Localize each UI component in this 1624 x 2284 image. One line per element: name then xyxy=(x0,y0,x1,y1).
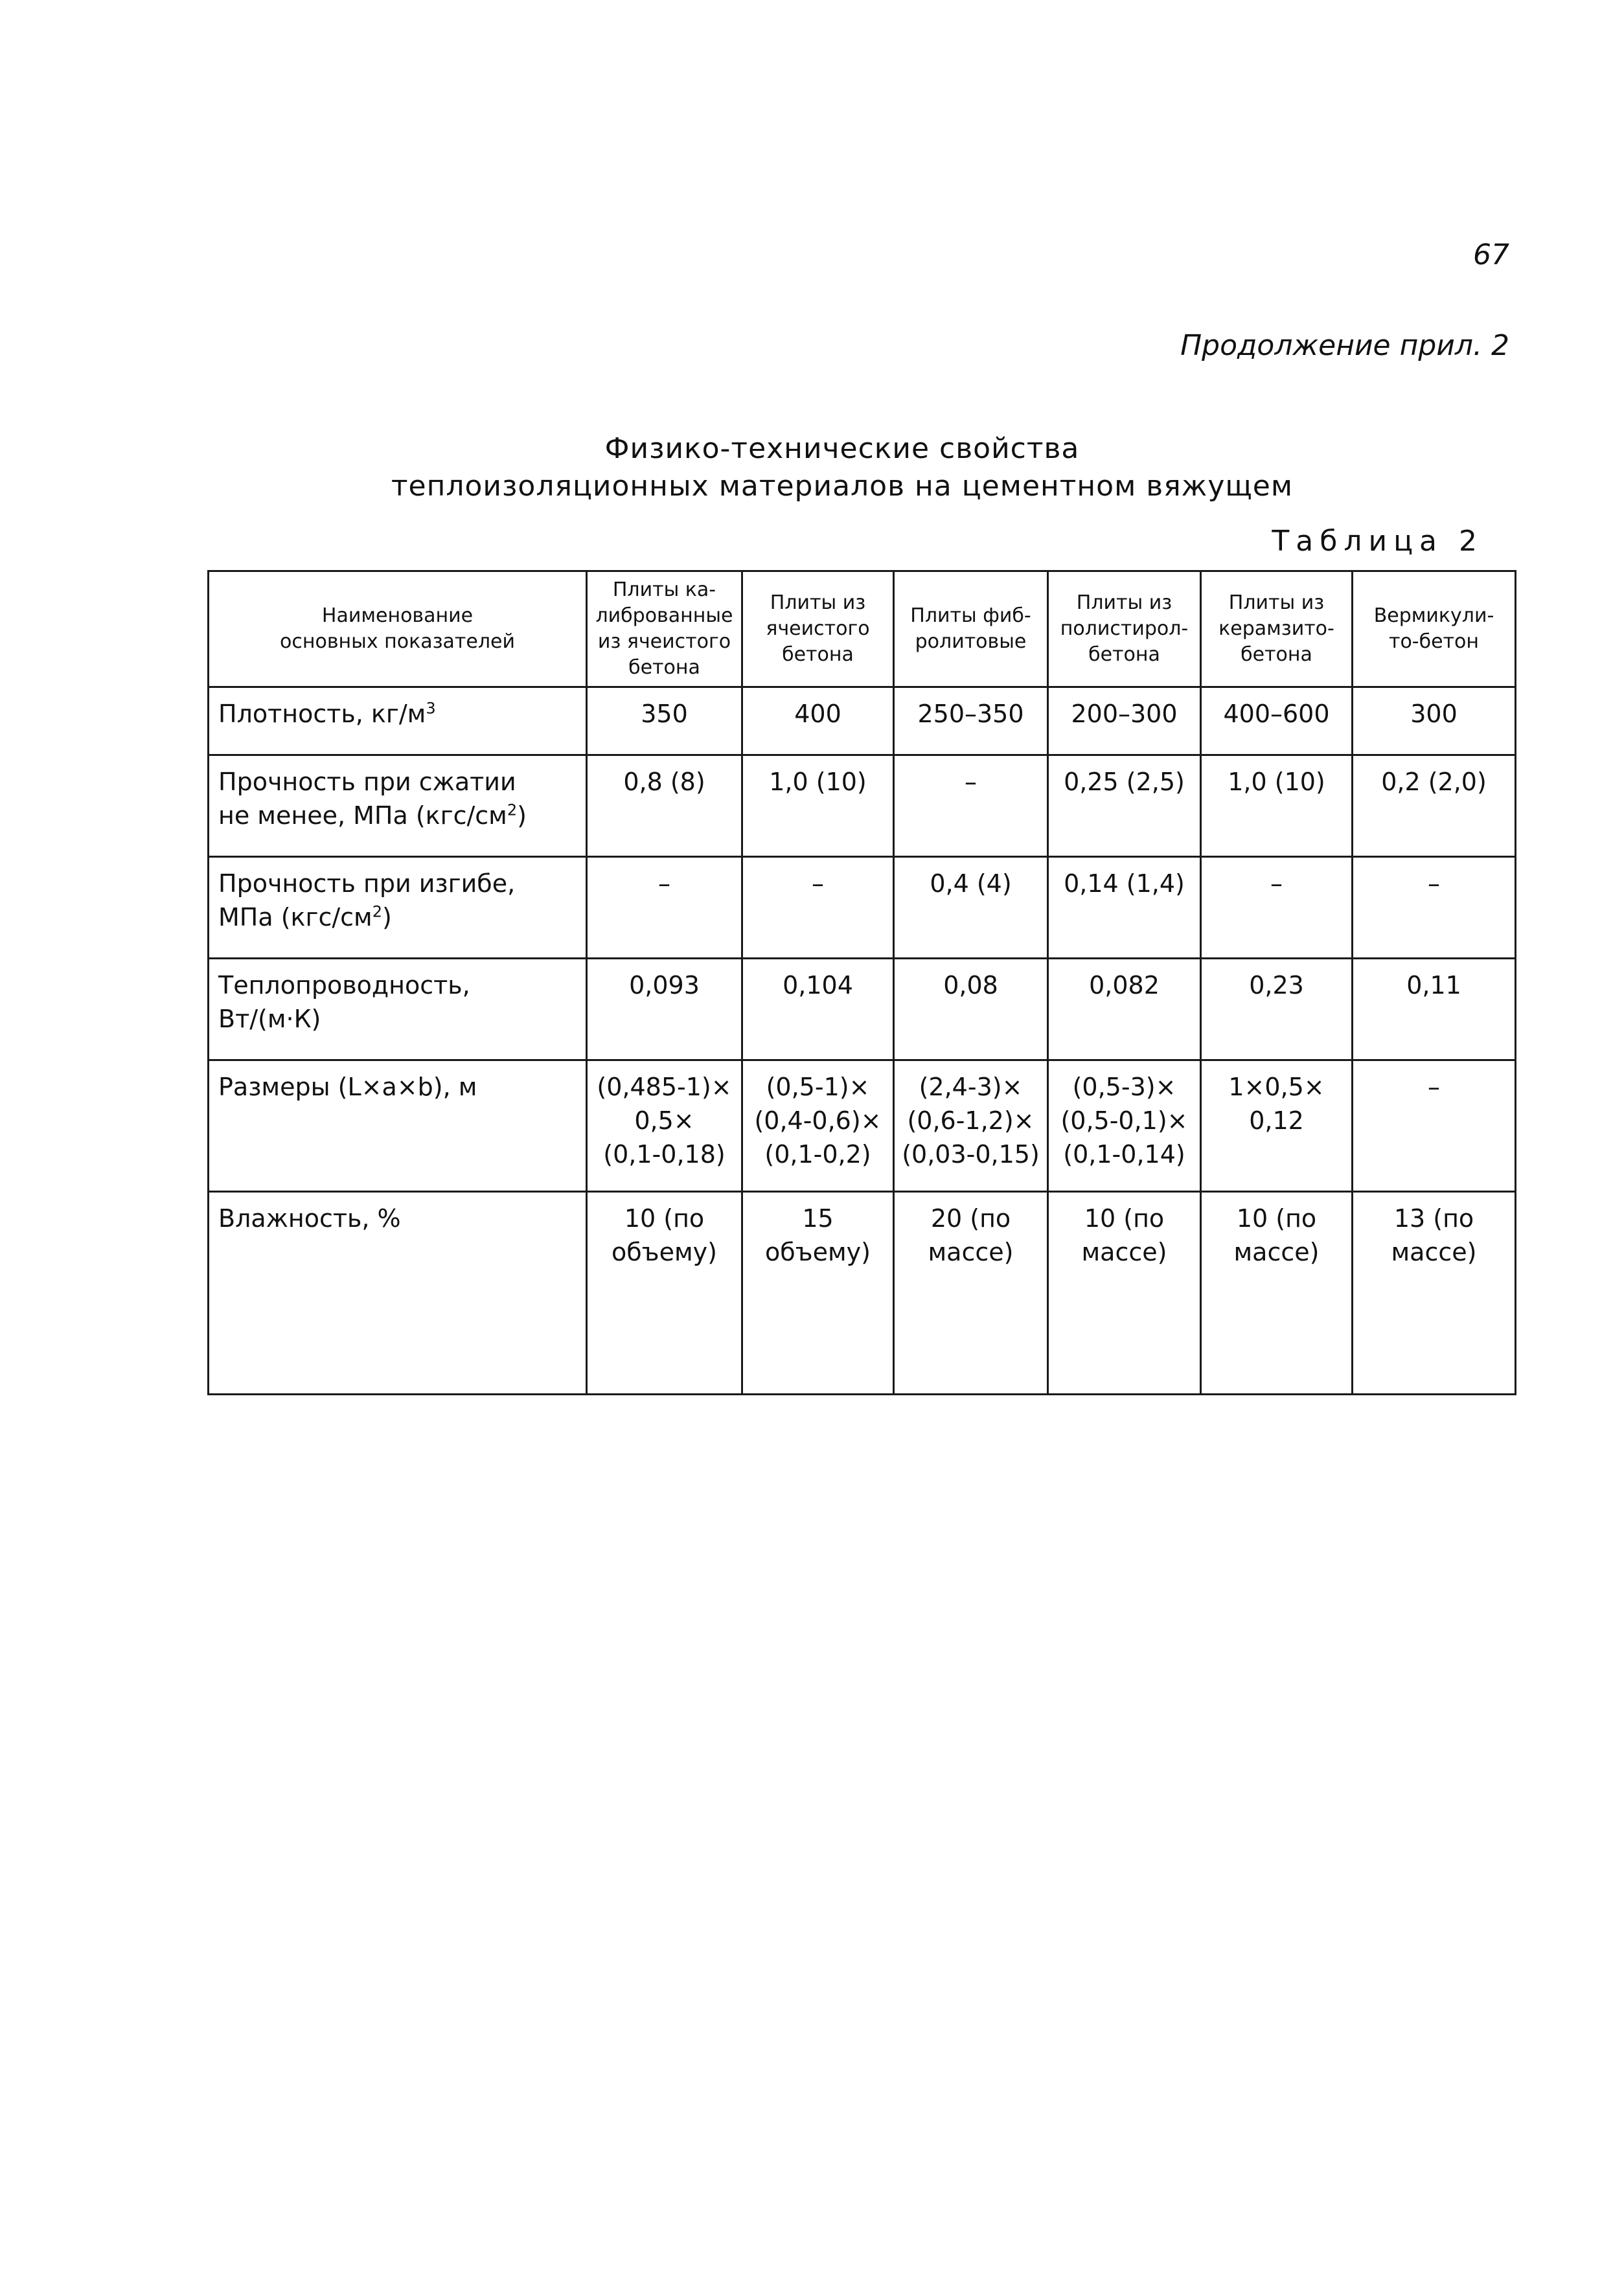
table-cell: 0,25 (2,5) xyxy=(1048,755,1201,857)
table-cell: 1,0 (10) xyxy=(1201,755,1353,857)
table-cell: – xyxy=(1353,1060,1516,1192)
row-label: Влажность, % xyxy=(209,1192,587,1395)
table-row-humidity xyxy=(209,1192,1516,1395)
table-cell: 10 (по массе) xyxy=(1201,1192,1353,1395)
row-label: Теплопроводность, Вт/(м·К) xyxy=(209,959,587,1060)
table-cell: 200–300 xyxy=(1048,687,1201,755)
page-number: 67 xyxy=(1473,238,1509,271)
row-label: Прочность при изгибе, МПа $(кгс/см^2)$ xyxy=(209,857,587,959)
table-header-row xyxy=(209,571,1516,687)
table-cell: 0,8 (8) xyxy=(587,755,742,857)
table-cell: 20 (по массе) xyxy=(894,1192,1048,1395)
table-cell: 1,0 (10) xyxy=(742,755,894,857)
table-cell: 400–600 xyxy=(1201,687,1353,755)
table-cell: – xyxy=(742,857,894,959)
table-cell: (0,5-1)× (0,4-0,6)× (0,1-0,2) xyxy=(742,1060,894,1192)
table-cell: 10 (по массе) xyxy=(1048,1192,1201,1395)
table-cell: (2,4-3)× (0,6-1,2)× (0,03-0,15) xyxy=(894,1060,1048,1192)
header-col-3: Плиты фиб- ролитовые xyxy=(894,571,1048,687)
table-label: Таблица 2 xyxy=(1272,525,1483,558)
table-cell: 0,104 xyxy=(742,959,894,1060)
table-cell: 0,082 xyxy=(1048,959,1201,1060)
header-col-5: Плиты из керамзито- бетона xyxy=(1201,571,1353,687)
table-cell: – xyxy=(894,755,1048,857)
table-row-density xyxy=(209,687,1516,755)
header-col-6: Вермикули- то-бетон xyxy=(1353,571,1516,687)
table-cell: 0,23 xyxy=(1201,959,1353,1060)
title-line-2: теплоизоляционных материалов на цементном вяжущем xyxy=(391,470,1294,503)
table-cell: 250–350 xyxy=(894,687,1048,755)
table-title xyxy=(259,430,1425,505)
title-line-1: Физико-технические свойства xyxy=(604,432,1080,465)
header-name-col: Наименование основных показателей xyxy=(209,571,587,687)
table-cell: (0,485-1)× 0,5× (0,1-0,18) xyxy=(587,1060,742,1192)
table-cell: – xyxy=(587,857,742,959)
table-cell: 0,14 (1,4) xyxy=(1048,857,1201,959)
table-cell: – xyxy=(1353,857,1516,959)
table-cell: 15 объему) xyxy=(742,1192,894,1395)
table-cell: 0,08 xyxy=(894,959,1048,1060)
table-cell: 0,093 xyxy=(587,959,742,1060)
table-cell: 400 xyxy=(742,687,894,755)
table-cell: 300 xyxy=(1353,687,1516,755)
row-label: Плотность, $кг/м^3$ xyxy=(209,687,587,755)
table-cell: 10 (по объему) xyxy=(587,1192,742,1395)
table-cell: 350 xyxy=(587,687,742,755)
row-label: Размеры (L×a×b), м xyxy=(209,1060,587,1192)
header-col-2: Плиты из ячеистого бетона xyxy=(742,571,894,687)
table-row-dimensions xyxy=(209,1060,1516,1192)
header-col-4: Плиты из полистирол- бетона xyxy=(1048,571,1201,687)
table-cell: 0,4 (4) xyxy=(894,857,1048,959)
table-cell: 0,2 (2,0) xyxy=(1353,755,1516,857)
table-cell: 0,11 xyxy=(1353,959,1516,1060)
table-row-thermal-conductivity xyxy=(209,959,1516,1060)
continuation-note: Продолжение прил. 2 xyxy=(1180,329,1509,362)
header-col-1: Плиты ка- либрованные из ячеистого бетона xyxy=(587,571,742,687)
table-cell: (0,5-3)× (0,5-0,1)× (0,1-0,14) xyxy=(1048,1060,1201,1192)
table-cell: – xyxy=(1201,857,1353,959)
table-cell: 1×0,5× 0,12 xyxy=(1201,1060,1353,1192)
properties-table-wrapper xyxy=(207,570,1515,1395)
properties-table xyxy=(207,570,1516,1395)
table-row-bending-strength xyxy=(209,857,1516,959)
table-cell: 13 (по массе) xyxy=(1353,1192,1516,1395)
row-label: Прочность при сжатии не менее, МПа $(кгс/см^2)$ xyxy=(209,755,587,857)
table-row-compressive-strength xyxy=(209,755,1516,857)
